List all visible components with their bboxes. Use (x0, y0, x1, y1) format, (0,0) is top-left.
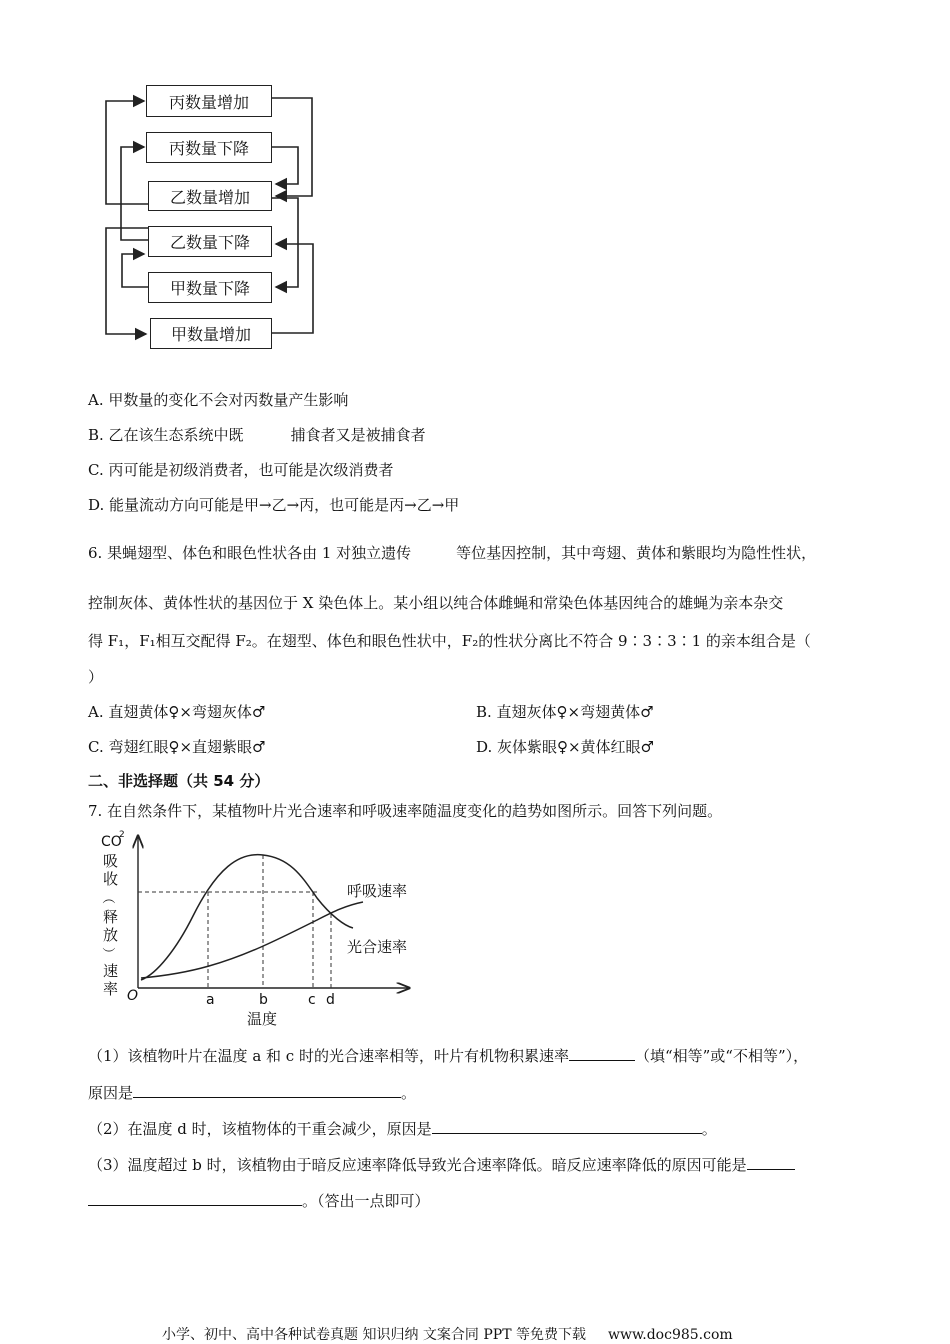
q7-sub3-line1 (88, 1155, 795, 1175)
section2-title: 二、非选择题（共 54 分） (88, 772, 270, 790)
y-axis-label-char: （ (100, 891, 115, 905)
q6-option-a: A. 直翅黄体♀×弯翅灰体♂ (88, 703, 266, 721)
x-tick-label-a: a (206, 992, 215, 1008)
q6-option-c: C. 弯翅红眼♀×直翅紫眼♂ (88, 738, 266, 756)
q7-sub2 (88, 1119, 717, 1139)
q5-option-b-part2: 捕食者又是被捕食者 (290, 426, 426, 444)
box-jia-increase: 甲数量增加 (150, 318, 272, 349)
x-tick-label-b: b (259, 992, 268, 1008)
page-footer (162, 1324, 733, 1344)
footer-text: 小学、初中、高中各种试卷真题 知识归纳 文案合同 PPT 等免费下载 (162, 1327, 586, 1343)
q7-sub1-line1 (88, 1046, 808, 1066)
x-tick-label-c: c (308, 992, 316, 1008)
footer-url[interactable]: www.doc985.com (607, 1327, 733, 1343)
q5-option-b (88, 425, 426, 445)
answer-blank-3[interactable] (432, 1119, 702, 1134)
y-axis-label-char: 2 (119, 830, 125, 840)
series-line-respiration (141, 902, 363, 978)
y-axis-label-char: 收 (103, 870, 119, 888)
q5-option-c: C. 丙可能是初级消费者，也可能是次级消费者 (88, 461, 394, 479)
q7-sub1-reason-label: 原因是 (88, 1084, 134, 1102)
q7-chart (95, 828, 435, 1030)
q6-option-b: B. 直翅灰体♀×弯翅黄体♂ (476, 703, 654, 721)
q6-line1-part2: 等位基因控制，其中弯翅、黄体和紫眼均为隐性性状， (456, 544, 817, 562)
q7-sub2-end: 。 (701, 1120, 717, 1138)
origin-label: O (127, 988, 139, 1004)
q6-stem-line1 (88, 543, 816, 563)
q7-sub3-end: 。（答出一点即可） (302, 1192, 430, 1210)
y-axis-label-char: CO (101, 834, 122, 850)
y-axis-label-char: 释 (103, 908, 119, 926)
box-yi-decrease: 乙数量下降 (148, 226, 272, 257)
y-axis-label-char: ） (100, 947, 115, 961)
q7-sub1-line2 (88, 1083, 416, 1103)
answer-blank-4a[interactable] (747, 1155, 795, 1170)
box-jia-decrease: 甲数量下降 (148, 272, 272, 303)
y-axis-label (100, 830, 125, 998)
answer-blank-4b[interactable] (88, 1191, 302, 1206)
box-bing-decrease: 丙数量下降 (146, 132, 272, 163)
y-axis-label-char: 放 (103, 926, 119, 944)
q6-stem-line2: 控制灰体、黄体性状的基因位于 X 染色体上。某小组以纯合体雌蝇和常染色体基因纯合的雄蝇为亲本杂交 (88, 594, 784, 612)
y-axis-label-char: 速 (103, 962, 119, 980)
q7-sub1-end: 。 (401, 1084, 417, 1102)
y-axis-label-char: 率 (103, 980, 119, 998)
answer-blank-1[interactable] (569, 1046, 635, 1061)
q7-sub3-line2 (88, 1191, 430, 1211)
y-axis-label-char: 吸 (103, 852, 119, 870)
box-bing-increase: 丙数量增加 (146, 85, 272, 117)
q6-stem-line3: 得 F₁，F₁相互交配得 F₂。在翅型、体色和眼色性状中，F₂的性状分离比不符合 9∶3∶3∶1 的亲本组合是（ (88, 632, 811, 650)
q7-sub1-part1: （1）该植物叶片在温度 a 和 c 时的光合速率相等，叶片有机物积累速率 (88, 1047, 569, 1065)
answer-blank-2[interactable] (133, 1083, 401, 1098)
q6-option-d: D. 灰体紫眼♀×黄体红眼♂ (476, 738, 655, 756)
q6-line1-part1: 6. 果蝇翅型、体色和眼色性状各由 1 对独立遗传 (88, 544, 412, 562)
q6-stem-line4: ） (88, 668, 104, 686)
x-axis-label: 温度 (247, 1010, 278, 1028)
legend-photosynthesis: 光合速率 (347, 938, 408, 956)
legend-respiration: 呼吸速率 (347, 882, 408, 900)
q7-stem: 7. 在自然条件下，某植物叶片光合速率和呼吸速率随温度变化的趋势如图所示。回答下列问题。 (88, 802, 723, 820)
q7-sub2-text: （2）在温度 d 时，该植物体的干重会减少，原因是 (88, 1120, 432, 1138)
q7-sub1-part2: （填“相等”或“不相等”）， (634, 1047, 809, 1065)
q5-option-b-part1: B. 乙在该生态系统中既 (88, 426, 244, 444)
x-tick-label-d: d (326, 992, 335, 1008)
q7-sub3-text: （3）温度超过 b 时，该植物由于暗反应速率降低导致光合速率降低。暗反应速率降低的原因可能是 (88, 1156, 747, 1174)
q5-option-d: D. 能量流动方向可能是甲→乙→丙，也可能是丙→乙→甲 (88, 496, 460, 514)
q5-option-a: A. 甲数量的变化不会对丙数量产生影响 (88, 391, 349, 409)
box-yi-increase: 乙数量增加 (148, 181, 272, 211)
